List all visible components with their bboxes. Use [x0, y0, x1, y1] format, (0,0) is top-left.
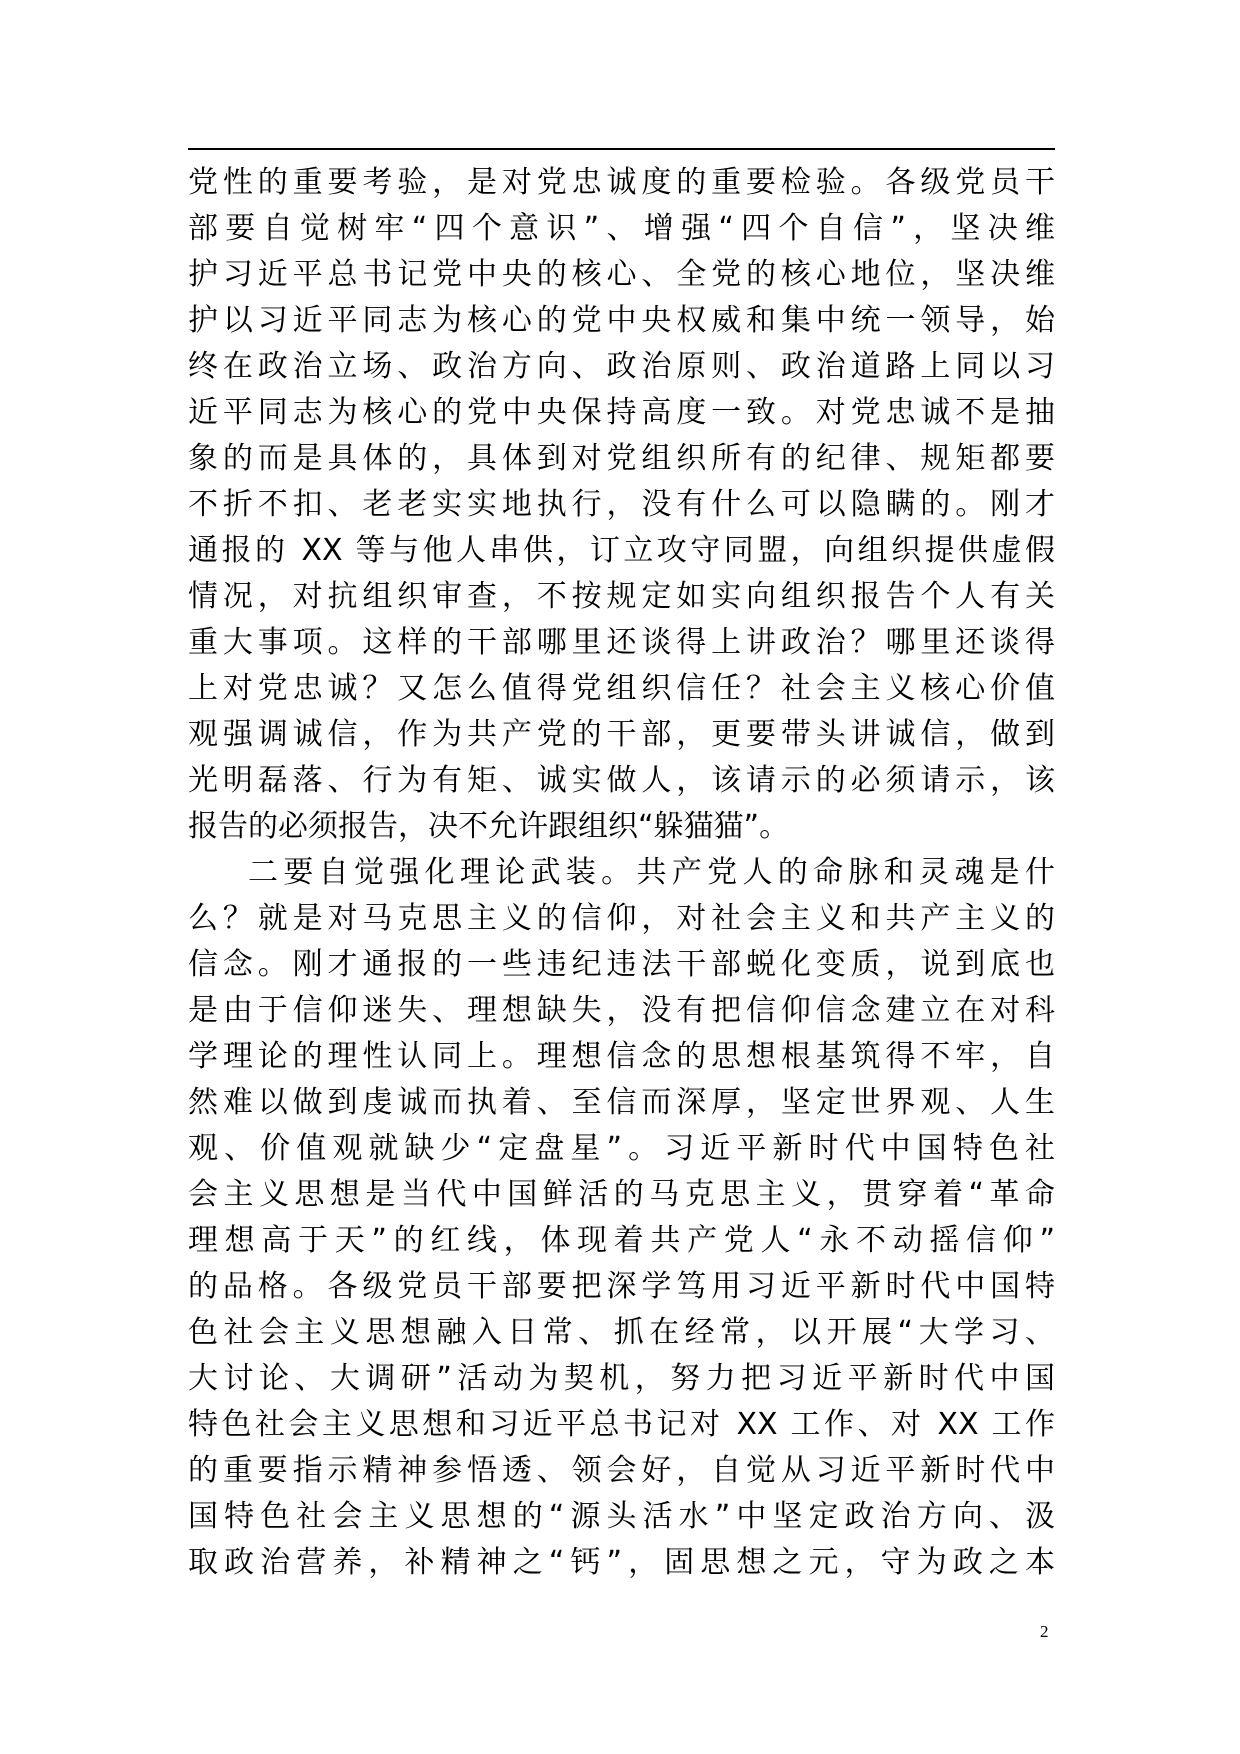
text-line-31: 取政治营养，补精神之“钙”，固思想之元，守为政之本 — [188, 1545, 1055, 1580]
text-line-8: 不折不扣、老老实实地执行，没有什么可以隐瞒的。刚才 — [188, 487, 1055, 522]
text-line-13: 观强调诚信，作为共产党的干部，更要带头讲诚信，做到 — [188, 717, 1055, 752]
text-line-7: 象的而是具体的，具体到对党组织所有的纪律、规矩都要 — [188, 441, 1055, 476]
text-line-11: 重大事项。这样的干部哪里还谈得上讲政治？哪里还谈得 — [188, 625, 1055, 660]
text-line-12: 上对党忠诚？又怎么值得党组织信任？社会主义核心价值 — [188, 671, 1055, 706]
text-line-1: 党性的重要考验，是对党忠诚度的重要检验。各级党员干 — [188, 165, 1055, 200]
text-line-29: 的重要指示精神参悟透、领会好，自觉从习近平新时代中 — [188, 1453, 1055, 1488]
text-line-18: 信念。刚才通报的一些违纪违法干部蜕化变质，说到底也 — [188, 947, 1055, 982]
text-line-27: 大讨论、大调研”活动为契机，努力把习近平新时代中国 — [188, 1361, 1055, 1396]
text-line-19: 是由于信仰迷失、理想缺失，没有把信仰信念建立在对科 — [188, 993, 1055, 1028]
text-line-6: 近平同志为核心的党中央保持高度一致。对党忠诚不是抽 — [188, 395, 1055, 430]
text-line-5: 终在政治立场、政治方向、政治原则、政治道路上同以习 — [188, 349, 1055, 384]
text-line-21: 然难以做到虔诚而执着、至信而深厚，坚定世界观、人生 — [188, 1085, 1055, 1120]
text-line-20: 学理论的理性认同上。理想信念的思想根基筑得不牢，自 — [188, 1039, 1055, 1074]
text-line-26: 色社会主义思想融入日常、抓在经常，以开展“大学习、 — [188, 1315, 1055, 1350]
header-rule — [188, 148, 1055, 150]
text-line-28: 特色社会主义思想和习近平总书记对 XX 工作、对 XX 工作 — [188, 1407, 1055, 1442]
text-line-4: 护以习近平同志为核心的党中央权威和集中统一领导，始 — [188, 303, 1055, 338]
text-line-3: 护习近平总书记党中央的核心、全党的核心地位，坚决维 — [188, 257, 1055, 292]
text-line-23: 会主义思想是当代中国鲜活的马克思主义，贯穿着“革命 — [188, 1177, 1055, 1212]
text-line-25: 的品格。各级党员干部要把深学笃用习近平新时代中国特 — [188, 1269, 1055, 1304]
text-line-30: 国特色社会主义思想的“源头活水”中坚定政治方向、汲 — [188, 1499, 1055, 1534]
text-line-24: 理想高于天”的红线，体现着共产党人“永不动摇信仰” — [188, 1223, 1055, 1258]
text-line-2: 部要自觉树牢“四个意识”、增强“四个自信”，坚决维 — [188, 211, 1055, 246]
text-line-9: 通报的 XX 等与他人串供，订立攻守同盟，向组织提供虚假 — [188, 533, 1055, 568]
text-line-15: 报告的必须报告，决不允许跟组织“躲猫猫”。 — [188, 809, 790, 844]
text-line-16: 二要自觉强化理论武装。共产党人的命脉和灵魂是什 — [248, 855, 1055, 890]
text-line-22: 观、价值观就缺少“定盘星”。习近平新时代中国特色社 — [188, 1131, 1055, 1166]
text-line-17: 么？就是对马克思主义的信仰，对社会主义和共产主义的 — [188, 901, 1055, 936]
page-number: 2 — [1040, 1622, 1049, 1641]
text-line-14: 光明磊落、行为有矩、诚实做人，该请示的必须请示，该 — [188, 763, 1055, 798]
text-line-10: 情况，对抗组织审查，不按规定如实向组织报告个人有关 — [188, 579, 1055, 614]
document-body — [188, 160, 1055, 1586]
